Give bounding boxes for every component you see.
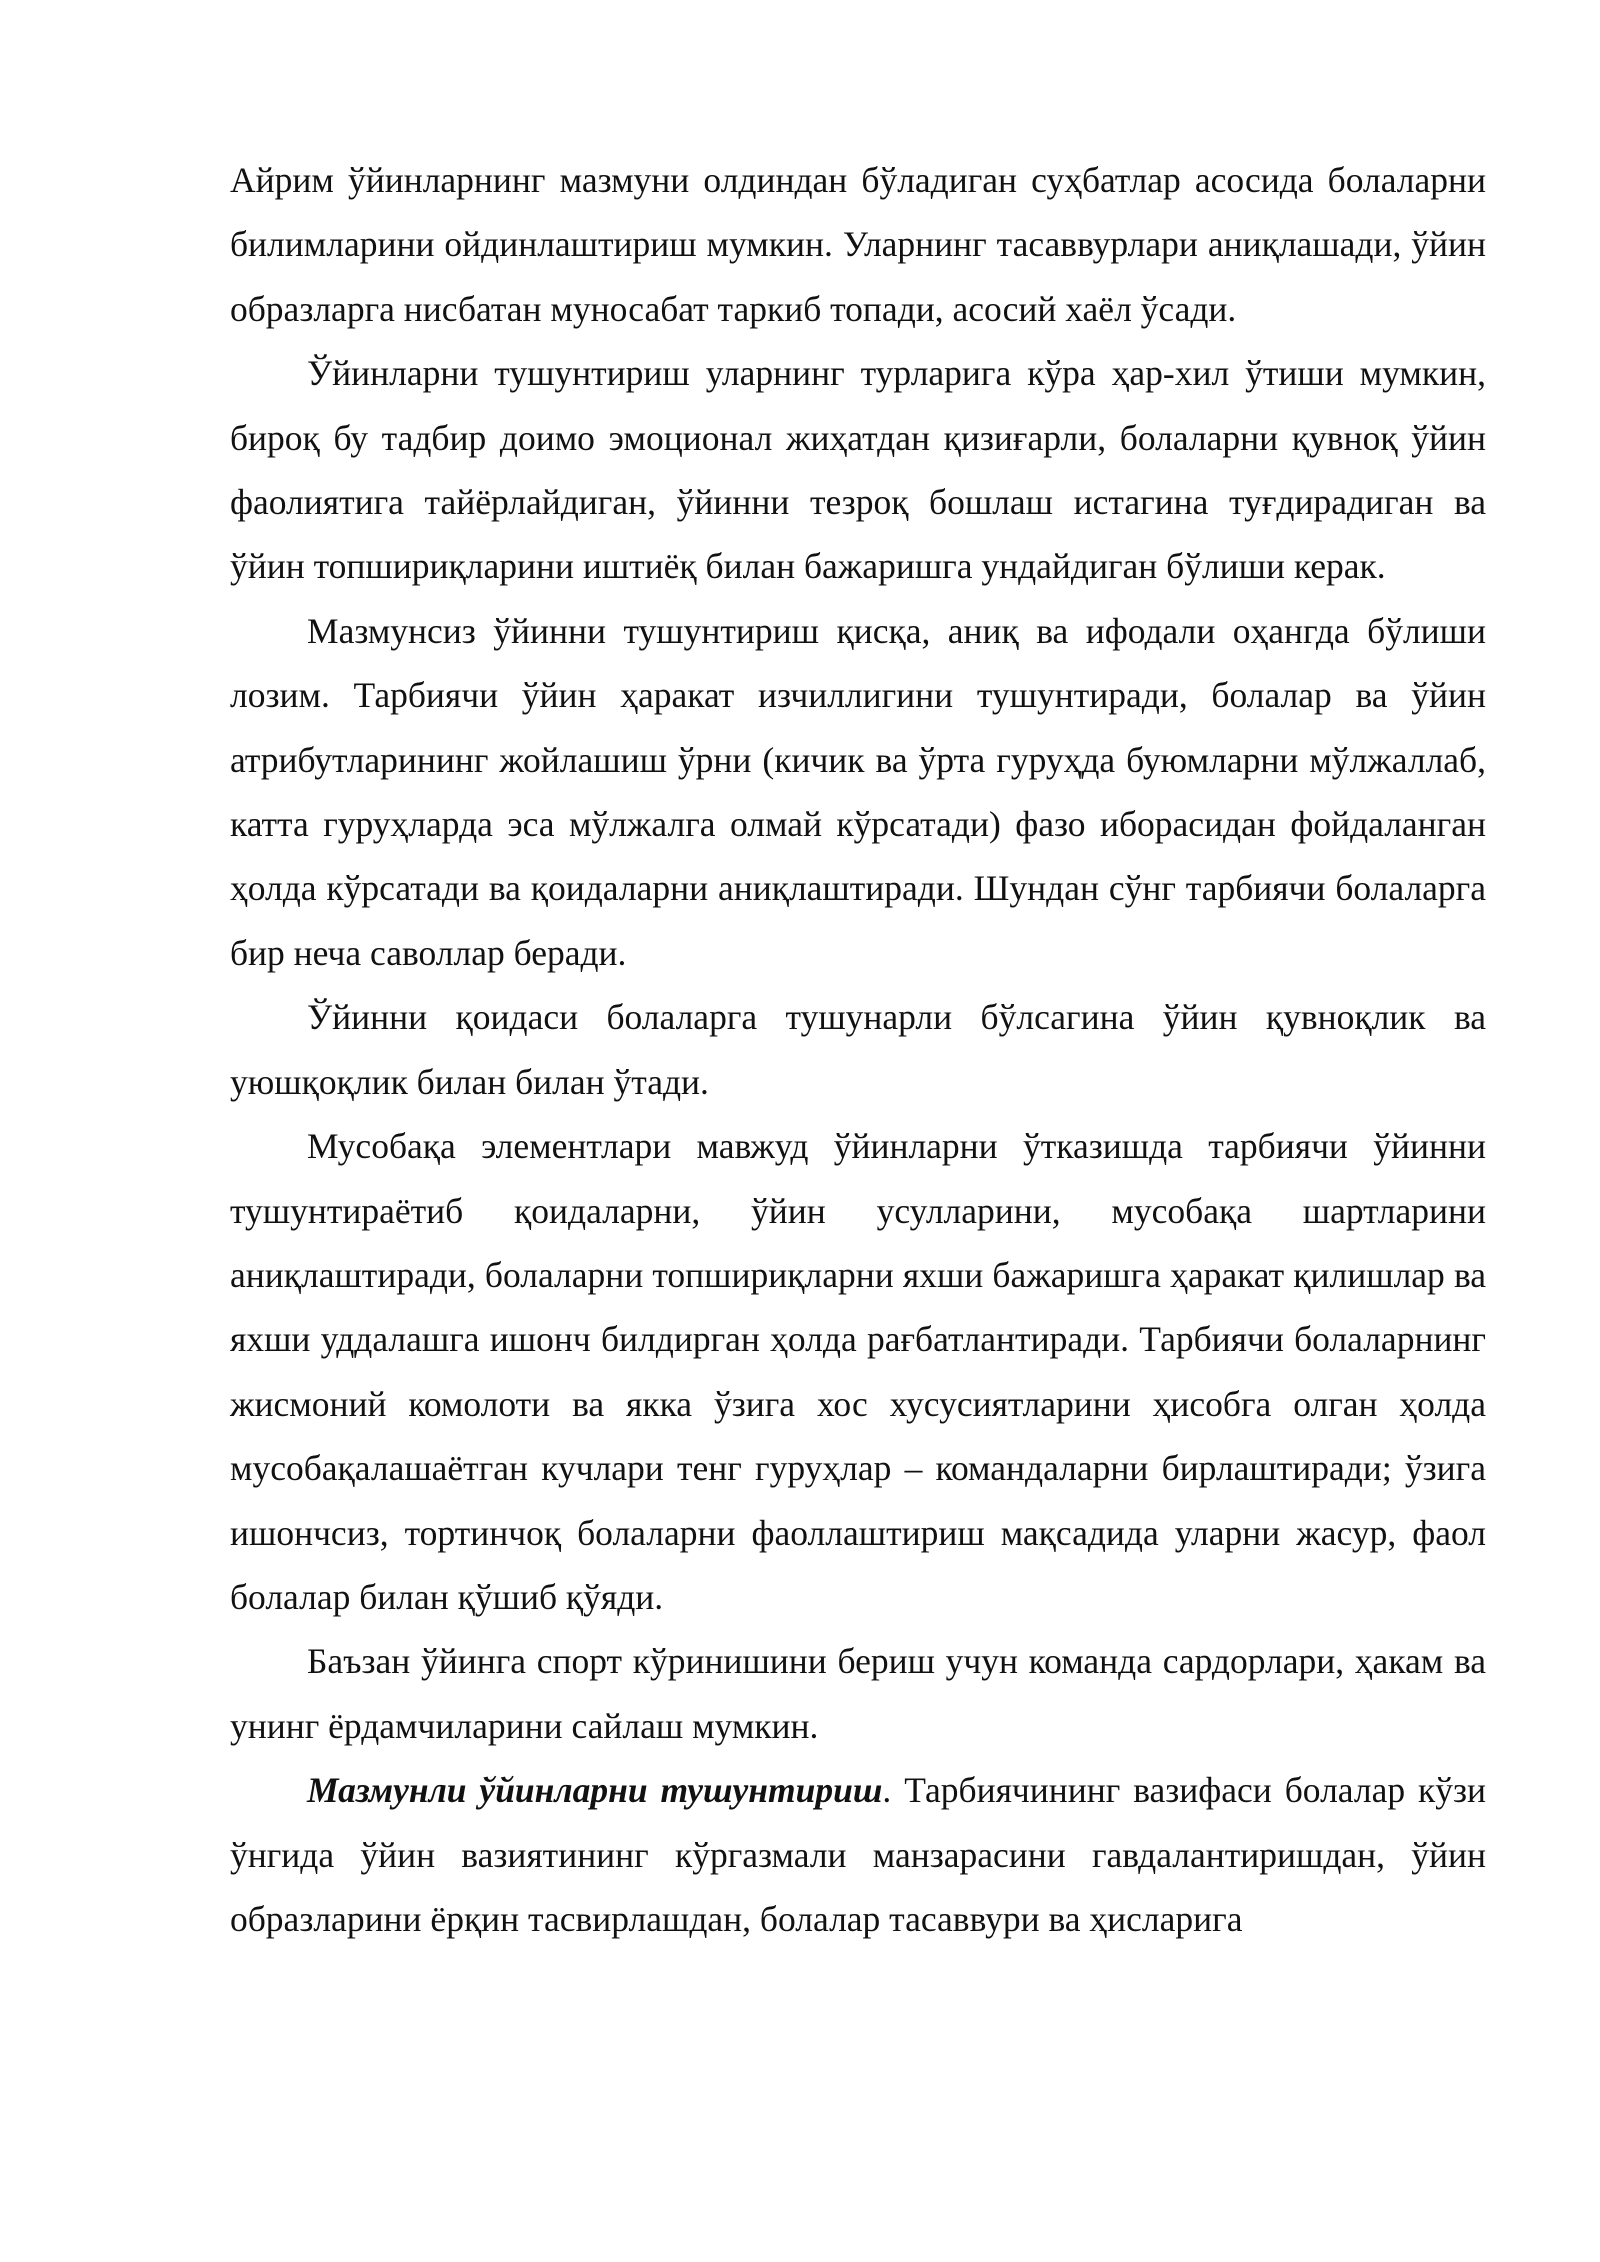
body-text	[230, 148, 1486, 1951]
paragraph: Ўйинни қоидаси болаларга тушунарли бўлсагина ўйин қувноқлик ва уюшқоқлик билан билан ўтади.	[230, 997, 1486, 1102]
paragraph	[230, 1758, 1486, 1951]
paragraph: Ўйинларни тушунтириш уларнинг турларига кўра ҳар-хил ўтиши мумкин, бироқ бу тадбир доимо эмоционал жиҳатдан қизиғарли, болаларни қувноқ ўйин фаолиятига тайёрлайдиган, ўйинни тезроқ бошлаш истагина туғдирадиган ва ўйин топшириқларини иштиёқ билан бажаришга ундайдиган бўлиши керак.	[230, 353, 1486, 587]
paragraph: Айрим ўйинларнинг мазмуни олдиндан бўладиган суҳбатлар асосида болаларни билимларини ойдинлаштириш мумкин. Уларнинг тасаввурлари аниқлашади, ўйин образларга нисбатан муносабат таркиб топади, асосий хаёл ўсади.	[230, 160, 1486, 329]
paragraph: Мусобақа элементлари мавжуд ўйинларни ўтказишда тарбиячи ўйинни тушунтираётиб қоидаларни, ўйин усулларини, мусобақа шартларини аниқлаштиради, болаларни топшириқларни яхши бажаришга ҳаракат қилишлар ва яхши уддалашга ишонч билдирган ҳолда рағбатлантиради. Тарбиячи болаларнинг жисмоний комолоти ва якка ўзига хос хусусиятларини ҳисобга олган ҳолда мусобақалашаётган кучлари тенг гуруҳлар – командаларни бирлаштиради; ўзига ишончсиз, тортинчоқ болаларни фаоллаштириш мақсадида уларни жасур, фаол болалар билан қўшиб қўяди.	[230, 1126, 1486, 1617]
paragraph: Баъзан ўйинга спорт кўринишини бериш учун команда сардорлари, ҳакам ва унинг ёрдамчиларини сайлаш мумкин.	[230, 1641, 1486, 1746]
paragraph-text: . Тарбиячининг вазифаси болалар кўзи ўнгида ўйин вазиятининг кўргазмали манзарасини гавдалантиришдан, ўйин образларини ёрқин тасвирлашдан, болалар тасаввури ва ҳисларига	[230, 1770, 1486, 1939]
paragraph: Мазмунсиз ўйинни тушунтириш қисқа, аниқ ва ифодали оҳангда бўлиши лозим. Тарбиячи ўйин ҳаракат изчиллигини тушунтиради, болалар ва ўйин атрибутларининг жойлашиш ўрни (кичик ва ўрта гуруҳда буюмларни мўлжаллаб, катта гуруҳларда эса мўлжалга олмай кўрсатади) фазо иборасидан фойдаланган ҳолда кўрсатади ва қоидаларни аниқлаштиради. Шундан сўнг тарбиячи болаларга бир неча саволлар беради.	[230, 610, 1486, 973]
section-heading: Мазмунли ўйинларни тушунтириш	[307, 1770, 883, 1811]
